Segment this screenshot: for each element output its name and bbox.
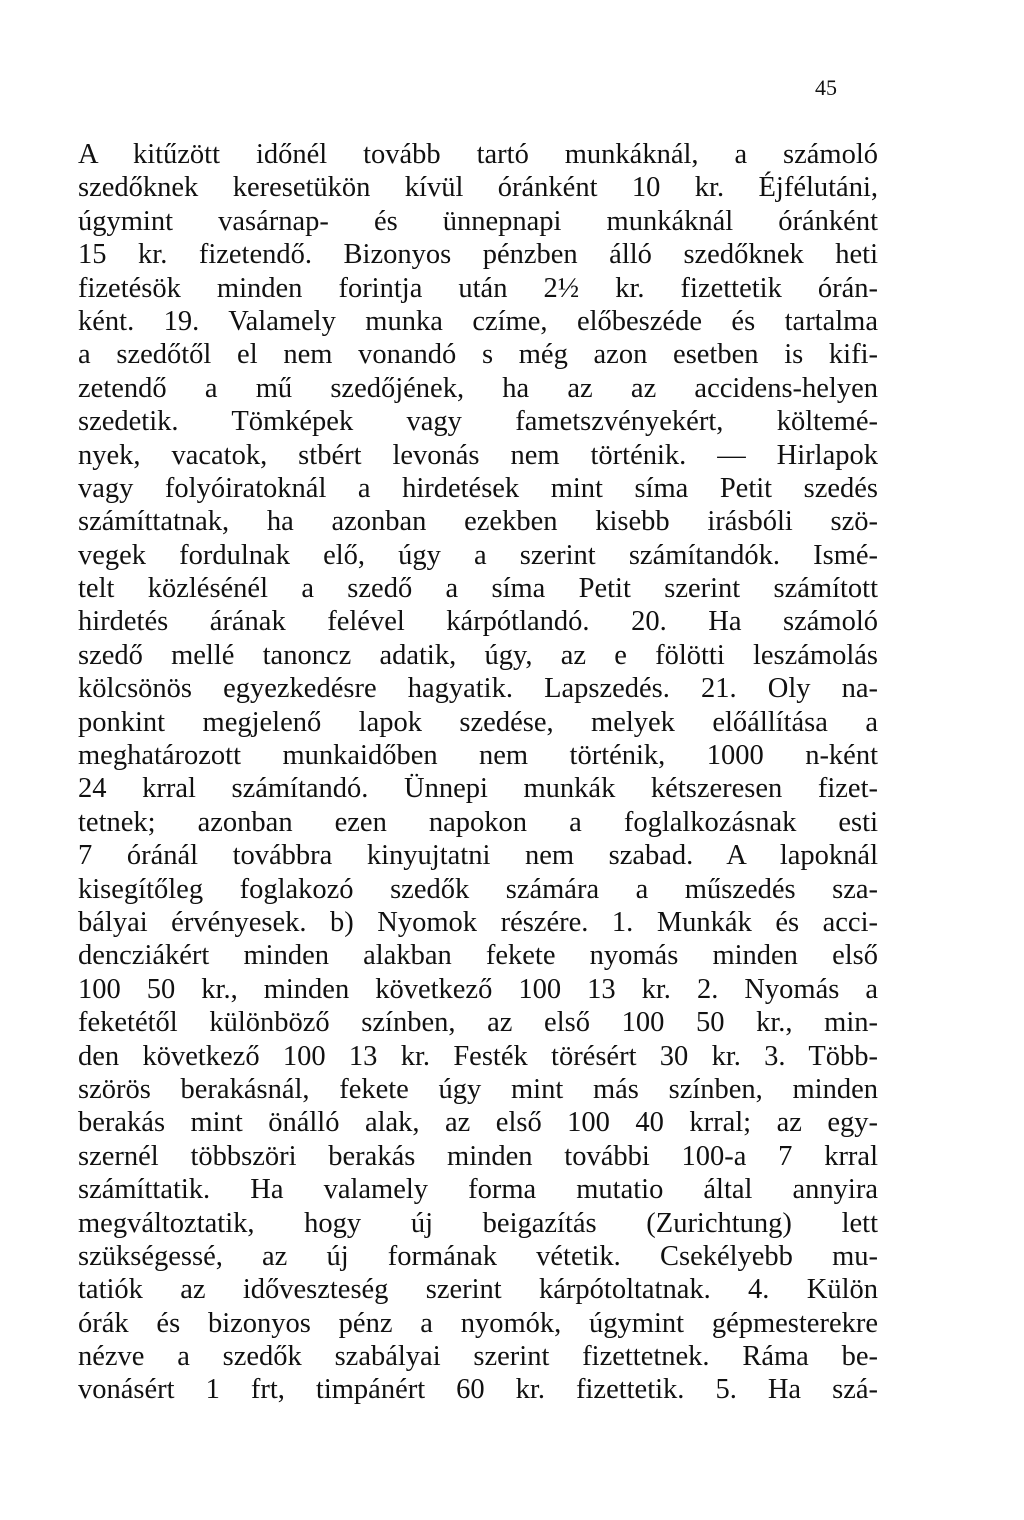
text-line: 24 krral számítandó. Ünnepi munkák kétszeresen fizet- — [78, 773, 878, 805]
text-line: a szedőtől el nem vonandó s még azon esetben is kifi- — [78, 339, 878, 371]
text-line: 7 óránál továbbra kinyujtatni nem szabad. A lapoknál — [78, 840, 878, 872]
text-line: szedő mellé tanoncz adatik, úgy, az e fölötti leszámolás — [78, 639, 878, 671]
text-line: den következő 100 13 kr. Festék törésért 30 kr. 3. Több- — [78, 1040, 878, 1072]
text-line: hirdetés árának felével kárpótlandó. 20. Ha számoló — [78, 606, 878, 638]
text-line: úgymint vasárnap- és ünnepnapi munkáknál óránként — [78, 205, 878, 237]
text-line: tetnek; azonban ezen napokon a foglalkozásnak esti — [78, 806, 878, 838]
text-line: vagy folyóiratoknál a hirdetések mint síma Petit szedés — [78, 472, 878, 504]
text-line: feketétől különböző színben, az első 100 50 kr., min- — [78, 1007, 878, 1039]
text-line: fizetésök minden forintja után 2½ kr. fizettetik órán- — [78, 272, 878, 304]
text-line: A kitűzött időnél tovább tartó munkáknál, a számoló — [78, 139, 878, 170]
body-text — [78, 138, 878, 1407]
text-line: órák és bizonyos pénz a nyomók, úgymint gépmesterekre — [78, 1307, 878, 1339]
text-line: telt közlésénél a szedő a síma Petit szerint számított — [78, 573, 878, 605]
text-line: bályai érvényesek. b) Nyomok részére. 1. Munkák és acci- — [78, 906, 878, 938]
text-line: kölcsönös egyezkedésre hagyatik. Lapszedés. 21. Oly na- — [78, 673, 878, 705]
text-line: szernél többszöri berakás minden további 100-a 7 krral — [78, 1140, 878, 1172]
text-line: zetendő a mű szedőjének, ha az az accidens-helyen — [78, 372, 878, 404]
text-line: számíttatnak, ha azonban ezekben kisebb irásbóli szö- — [78, 506, 878, 538]
text-line: szörös berakásnál, fekete úgy mint más színben, minden — [78, 1073, 878, 1105]
text-line: nézve a szedők szabályai szerint fizettetnek. Ráma be- — [78, 1341, 878, 1373]
text-line: vegek fordulnak elő, úgy a szerint számítandók. Ismé- — [78, 539, 878, 571]
text-line: szedetik. Tömképek vagy fametszvényekért, költemé- — [78, 406, 878, 438]
text-line: megváltoztatik, hogy új beigazítás (Zurichtung) lett — [78, 1207, 878, 1239]
text-line: számíttatik. Ha valamely forma mutatio által annyira — [78, 1174, 878, 1206]
text-line: meghatározott munkaidőben nem történik, 1000 n-ként — [78, 740, 878, 772]
text-line: szükségessé, az új formának vétetik. Csekélyebb mu- — [78, 1240, 878, 1272]
text-line: ként. 19. Valamely munka czíme, előbeszéde és tartalma — [78, 305, 878, 337]
text-line: kisegítőleg foglakozó szedők számára a műszedés sza- — [78, 873, 878, 905]
text-line: 15 kr. fizetendő. Bizonyos pénzben álló szedőknek heti — [78, 239, 878, 271]
text-line: 100 50 kr., minden következő 100 13 kr. 2. Nyomás a — [78, 973, 878, 1005]
text-line: nyek, vacatok, stbért levonás nem történik. — Hirlapok — [78, 439, 878, 471]
text-line: szedőknek keresetükön kívül óránként 10 kr. Éjfélutáni, — [78, 172, 878, 204]
page-number: 45 — [815, 75, 837, 100]
text-line: dencziákért minden alakban fekete nyomás minden első — [78, 940, 878, 972]
text-line: tatiók az időveszteség szerint kárpótoltatnak. 4. Külön — [78, 1274, 878, 1306]
text-line: ponkint megjelenő lapok szedése, melyek előállítása a — [78, 706, 878, 738]
text-line: berakás mint önálló alak, az első 100 40 krral; az egy- — [78, 1107, 878, 1139]
text-line: vonásért 1 frt, timpánért 60 kr. fizettetik. 5. Ha szá- — [78, 1374, 878, 1406]
